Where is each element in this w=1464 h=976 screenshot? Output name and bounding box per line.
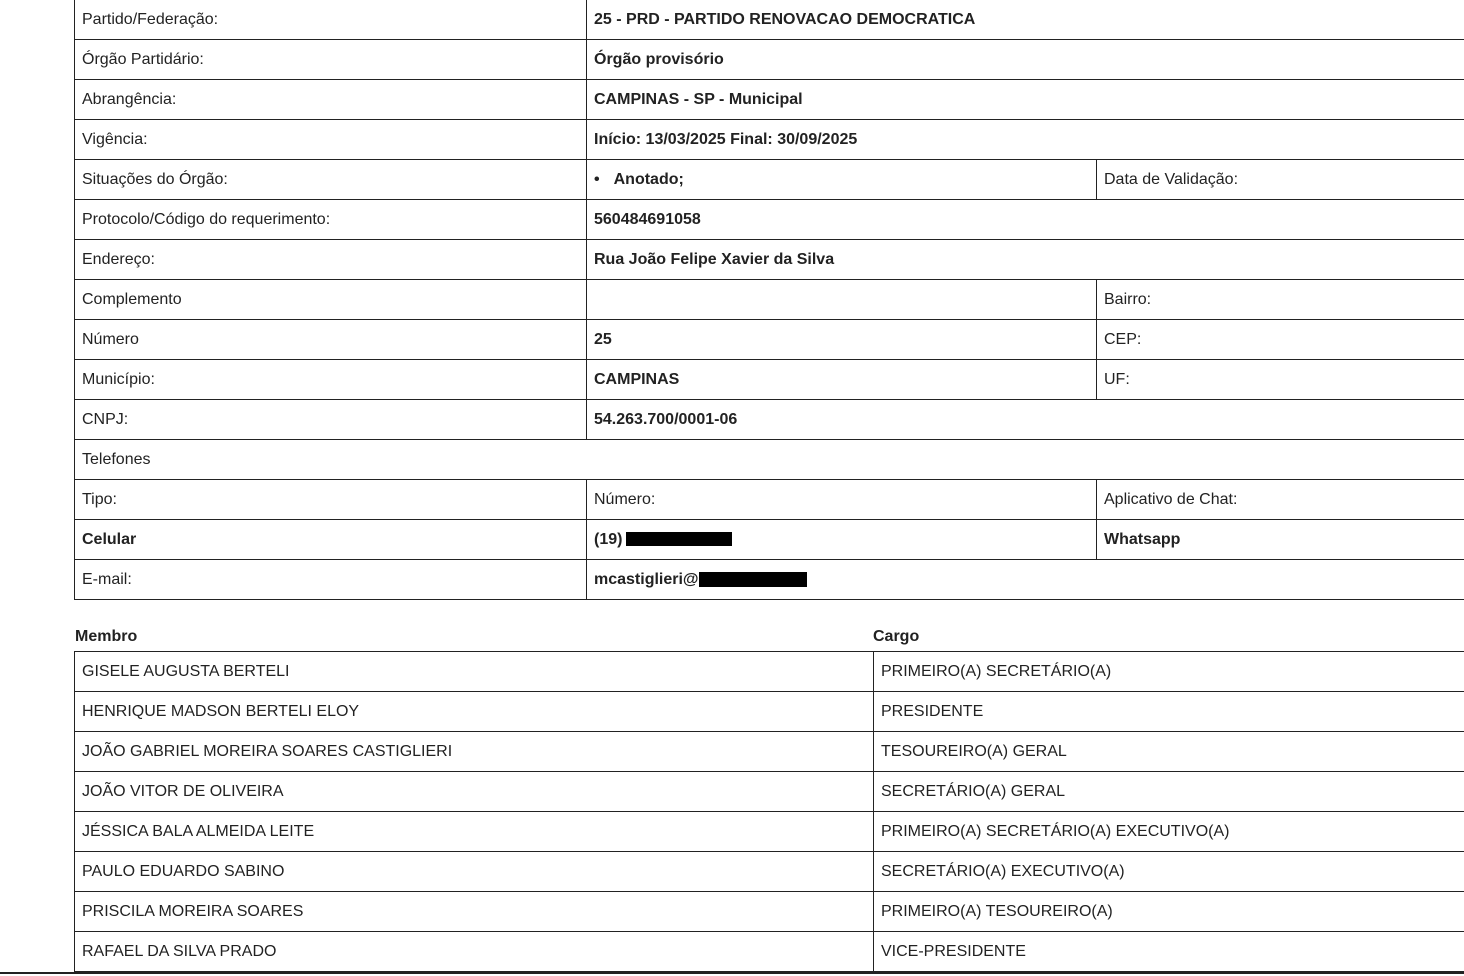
table-row	[75, 652, 1464, 692]
cep-label: CEP:	[1097, 320, 1464, 360]
tipo-value: Celular	[75, 520, 587, 560]
row-vigencia	[75, 120, 1464, 160]
member-cargo: TESOUREIRO(A) GERAL	[874, 732, 1464, 772]
row-orgao	[75, 40, 1464, 80]
row-numero	[75, 320, 1464, 360]
member-name: RAFAEL DA SILVA PRADO	[75, 932, 874, 972]
vigencia-label: Vigência:	[75, 120, 587, 160]
row-endereco	[75, 240, 1464, 280]
endereco-label: Endereço:	[75, 240, 587, 280]
bottom-divider	[0, 972, 1464, 974]
vigencia-value: Início: 13/03/2025 Final: 30/09/2025	[587, 120, 1464, 160]
complemento-value	[587, 280, 1097, 320]
email-prefix: mcastiglieri@	[594, 570, 699, 588]
members-header	[74, 628, 1464, 648]
members-table	[74, 651, 1464, 972]
redaction-bar	[699, 572, 807, 587]
row-complemento	[75, 280, 1464, 320]
member-name: JOÃO GABRIEL MOREIRA SOARES CASTIGLIERI	[75, 732, 874, 772]
party-info-table	[74, 0, 1464, 600]
table-row	[75, 852, 1464, 892]
redaction-bar	[626, 532, 732, 546]
telefones-label: Telefones	[75, 440, 1464, 480]
cnpj-value: 54.263.700/0001-06	[587, 400, 1464, 440]
member-cargo: SECRETÁRIO(A) GERAL	[874, 772, 1464, 812]
numero-tel-label: Número:	[587, 480, 1097, 520]
member-name: GISELE AUGUSTA BERTELI	[75, 652, 874, 692]
aplicativo-label: Aplicativo de Chat:	[1097, 480, 1464, 520]
cargo-header: Cargo	[873, 628, 920, 645]
orgao-label: Órgão Partidário:	[75, 40, 587, 80]
abrangencia-value: CAMPINAS - SP - Municipal	[587, 80, 1464, 120]
uf-label: UF:	[1097, 360, 1464, 400]
membro-header: Membro	[75, 628, 138, 645]
protocolo-value: 560484691058	[587, 200, 1464, 240]
email-label: E-mail:	[75, 560, 587, 600]
cnpj-label: CNPJ:	[75, 400, 587, 440]
numero-value: 25	[587, 320, 1097, 360]
situacoes-label: Situações do Órgão:	[75, 160, 587, 200]
email-value	[587, 560, 1464, 600]
numero-label: Número	[75, 320, 587, 360]
row-municipio	[75, 360, 1464, 400]
table-row	[75, 692, 1464, 732]
municipio-value: CAMPINAS	[587, 360, 1097, 400]
row-email	[75, 560, 1464, 600]
row-protocolo	[75, 200, 1464, 240]
orgao-value: Órgão provisório	[587, 40, 1464, 80]
telefone-value	[587, 520, 1097, 560]
member-cargo: PRIMEIRO(A) SECRETÁRIO(A)	[874, 652, 1464, 692]
table-row	[75, 772, 1464, 812]
row-telefone-header	[75, 480, 1464, 520]
member-name: HENRIQUE MADSON BERTELI ELOY	[75, 692, 874, 732]
member-name: JÉSSICA BALA ALMEIDA LEITE	[75, 812, 874, 852]
aplicativo-value: Whatsapp	[1097, 520, 1464, 560]
member-name: PAULO EDUARDO SABINO	[75, 852, 874, 892]
protocolo-label: Protocolo/Código do requerimento:	[75, 200, 587, 240]
row-telefone	[75, 520, 1464, 560]
row-abrangencia	[75, 80, 1464, 120]
table-row	[75, 732, 1464, 772]
table-row	[75, 932, 1464, 972]
row-partido	[75, 0, 1464, 40]
abrangencia-label: Abrangência:	[75, 80, 587, 120]
municipio-label: Município:	[75, 360, 587, 400]
partido-label: Partido/Federação:	[75, 0, 587, 40]
bullet-icon: •	[594, 170, 600, 188]
situacoes-value: Anotado;	[613, 170, 684, 188]
table-row	[75, 812, 1464, 852]
partido-value: 25 - PRD - PARTIDO RENOVACAO DEMOCRATICA	[587, 0, 1464, 40]
table-row	[75, 892, 1464, 932]
member-cargo: VICE-PRESIDENTE	[874, 932, 1464, 972]
bairro-label: Bairro:	[1097, 280, 1464, 320]
member-name: PRISCILA MOREIRA SOARES	[75, 892, 874, 932]
endereco-value: Rua João Felipe Xavier da Silva	[587, 240, 1464, 280]
member-cargo: PRIMEIRO(A) TESOUREIRO(A)	[874, 892, 1464, 932]
row-telefones	[75, 440, 1464, 480]
data-validacao-label: Data de Validação:	[1097, 160, 1464, 200]
complemento-label: Complemento	[75, 280, 587, 320]
member-name: JOÃO VITOR DE OLIVEIRA	[75, 772, 874, 812]
member-cargo: SECRETÁRIO(A) EXECUTIVO(A)	[874, 852, 1464, 892]
member-cargo: PRESIDENTE	[874, 692, 1464, 732]
tipo-label: Tipo:	[75, 480, 587, 520]
row-cnpj	[75, 400, 1464, 440]
row-situacoes	[75, 160, 1464, 200]
telefone-prefix: (19)	[594, 530, 623, 548]
situacoes-value-cell	[587, 160, 1097, 200]
member-cargo: PRIMEIRO(A) SECRETÁRIO(A) EXECUTIVO(A)	[874, 812, 1464, 852]
